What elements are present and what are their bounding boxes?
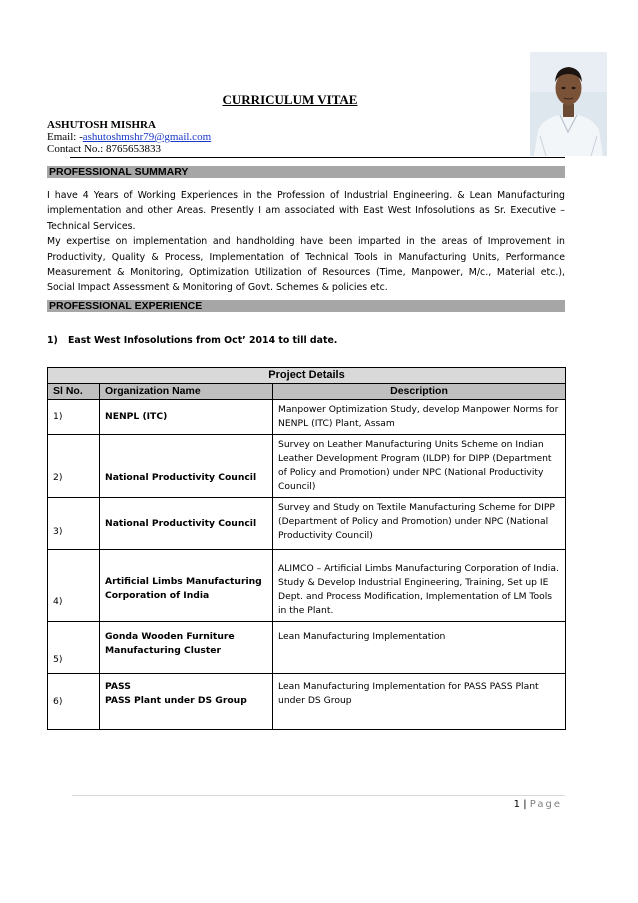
row-number: 5) <box>48 622 100 674</box>
email-line <box>47 131 211 143</box>
email-link[interactable]: ashutoshmshr79@gmail.com <box>82 131 212 143</box>
summary-paragraph: My expertise on implementation and handholding have been imparted in the areas of Improvement in Productivity, Quality & Process, Implementation of Technical Tools in Manufacturing Units, Performance Measurement & Monitoring, Optimization Utilization of Resources (Time, Manpower, M/c., Material etc.), Social Impact Assessment & Monitoring of Govt. Schemes & policies etc. <box>47 236 565 294</box>
professional-experience-heading: PROFESSIONAL EXPERIENCE <box>47 300 565 312</box>
table-row <box>48 435 566 498</box>
experience-item-title: East West Infosolutions from Oct’ 2014 to till date. <box>68 335 338 346</box>
candidate-name: ASHUTOSH MISHRA <box>47 119 156 131</box>
row-organization: NENPL (ITC) <box>100 400 273 435</box>
table-caption: Project Details <box>48 368 566 384</box>
page-number-separator: | <box>520 799 530 810</box>
row-organization-line: Gonda Wooden Furniture <box>105 631 235 642</box>
header-divider <box>70 157 565 158</box>
cv-title: CURRICULUM VITAE <box>222 92 358 107</box>
table-row <box>48 674 566 730</box>
page-word: Page <box>529 799 562 810</box>
row-organization <box>100 622 273 674</box>
contact-number: 8765653833 <box>105 143 161 155</box>
table-row <box>48 622 566 674</box>
row-description: Manpower Optimization Study, develop Manpower Norms for NENPL (ITC) Plant, Assam <box>273 400 566 435</box>
row-organization: National Productivity Council <box>100 498 273 550</box>
contact-label: Contact No.: <box>47 143 106 155</box>
table-header-row <box>48 384 566 400</box>
row-number: 1) <box>48 400 100 435</box>
row-description: ALIMCO – Artificial Limbs Manufacturing Corporation of India. Study & Develop Industrial Engineering, Training, Set up IE Dept. and Process Modification, Implementation of LM Tools in the Plant. <box>273 550 566 622</box>
row-organization: Artificial Limbs Manufacturing Corporation of India <box>100 550 273 622</box>
row-organization-line: PASS <box>105 681 131 692</box>
row-number: 6) <box>48 674 100 730</box>
column-header-description: Description <box>273 384 566 400</box>
row-description: Survey and Study on Textile Manufacturing Scheme for DIPP (Department of Policy and Promotion) under NPC (National Productivity Council) <box>273 498 566 550</box>
row-organization-line: PASS Plant under DS Group <box>105 695 247 706</box>
row-description: Lean Manufacturing Implementation for PASS PASS Plant under DS Group <box>273 674 566 730</box>
summary-paragraph: I have 4 Years of Working Experiences in the Profession of Industrial Engineering. & Lean Manufacturing implementation and other Areas. Presently I am associated with East West Infosolutions as Sr. Executive – Technical Services. <box>47 190 565 232</box>
row-description: Survey on Leather Manufacturing Units Scheme on Indian Leather Development Program (ILDP) for DIPP (Department of Policy and Promotion) under NPC (National Productivity Council) <box>273 435 566 498</box>
page-number <box>514 799 562 810</box>
row-organization: National Productivity Council <box>100 435 273 498</box>
contact-line <box>47 143 161 155</box>
footer-divider <box>72 795 565 796</box>
row-organization <box>100 674 273 730</box>
experience-item-heading <box>47 335 337 346</box>
row-description: Lean Manufacturing Implementation <box>273 622 566 674</box>
professional-summary-heading: PROFESSIONAL SUMMARY <box>47 166 565 178</box>
row-number: 2) <box>48 435 100 498</box>
table-row <box>48 498 566 550</box>
email-label: Email: - <box>47 131 83 143</box>
row-number: 4) <box>48 550 100 622</box>
project-details-table <box>47 367 566 730</box>
table-row <box>48 550 566 622</box>
professional-summary <box>47 188 565 296</box>
experience-item-number: 1) <box>47 335 58 346</box>
page-number-value: 1 <box>513 799 521 810</box>
row-number: 3) <box>48 498 100 550</box>
column-header-sl-no: Sl No. <box>48 384 100 400</box>
table-caption-row <box>48 368 566 384</box>
table-row <box>48 400 566 435</box>
column-header-organization: Organization Name <box>100 384 273 400</box>
row-organization-line: Manufacturing Cluster <box>105 645 222 656</box>
